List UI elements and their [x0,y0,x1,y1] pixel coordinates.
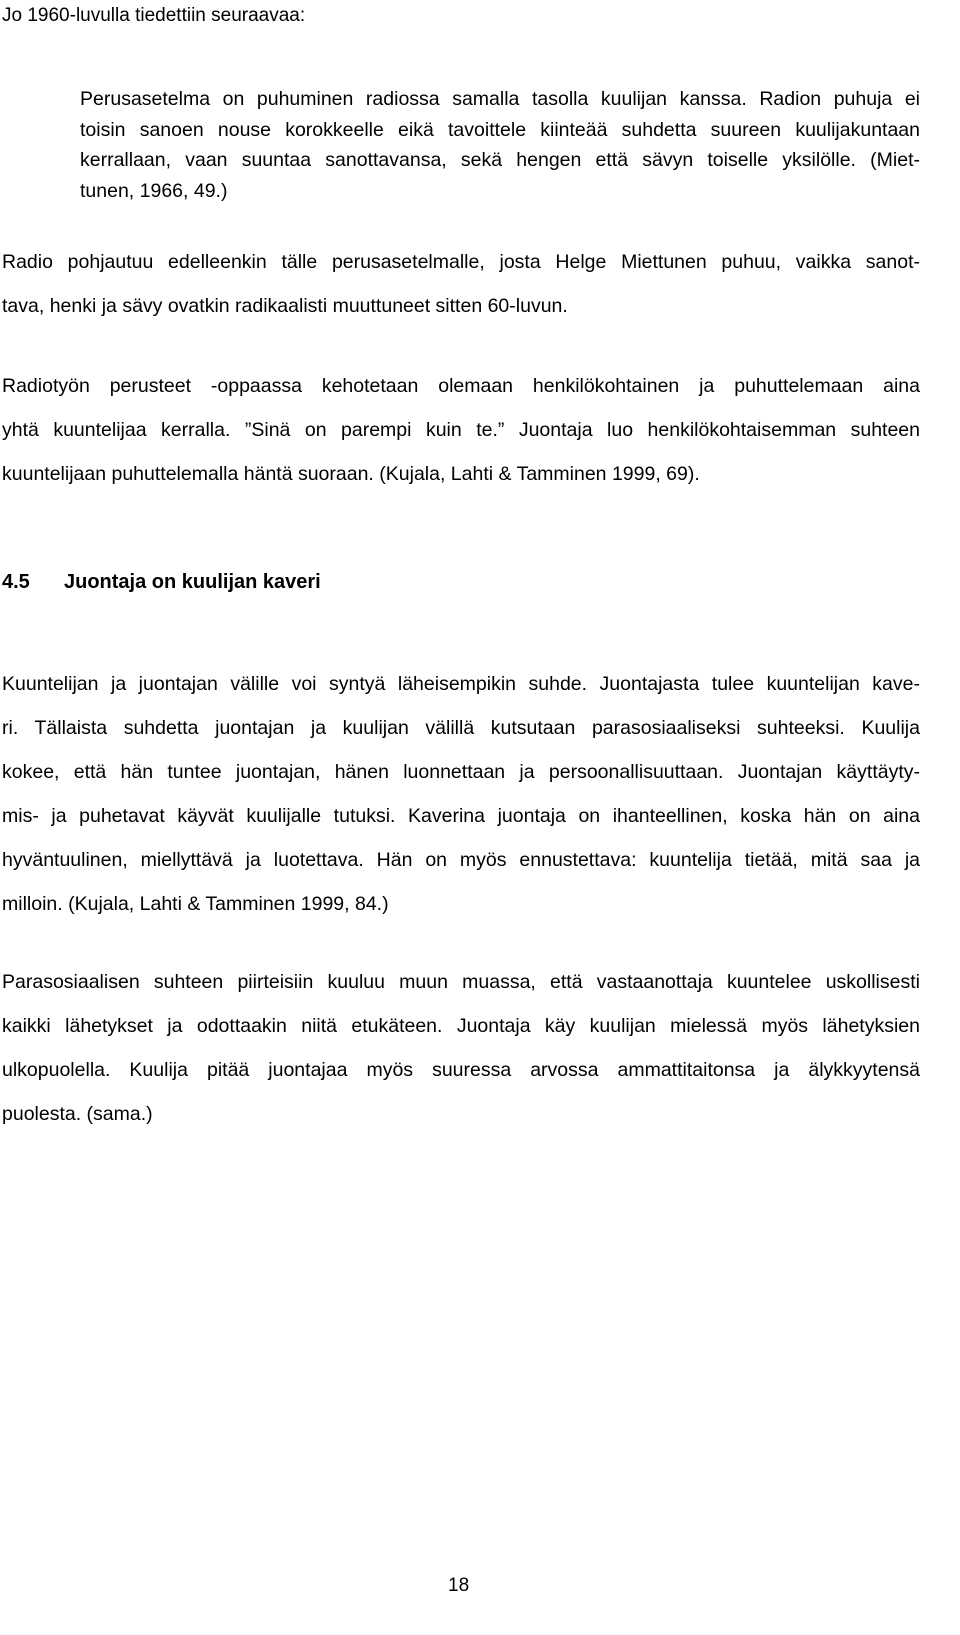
paragraph-line: puolesta. (sama.) [2,1103,153,1125]
paragraph-line: kokee, että hän tuntee juontajan, hänen luonnettaan ja persoonallisuuttaan. Juontajan käyttäyty- [2,761,920,783]
quote-line: tunen, 1966, 49.) [80,179,228,202]
paragraph-line: yhtä kuuntelijaa kerralla. ”Sinä on parempi kuin te.” Juontaja luo henkilökohtaisemman suhteen [2,419,920,441]
paragraph-3 [2,662,920,926]
section-title: Juontaja on kuulijan kaveri [64,571,321,593]
paragraph-line: ulkopuolella. Kuulija pitää juontajaa myös suuressa arvossa ammattitaitonsa ja älykkyytensä [2,1059,920,1081]
section-number: 4.5 [2,571,30,593]
quote-line: Perusasetelma on puhuminen radiossa samalla tasolla kuulijan kanssa. Radion puhuja ei [80,88,920,110]
paragraph-line: ri. Tällaista suhdetta juontajan ja kuulijan välillä kutsutaan parasosiaaliseksi suhteeksi. Kuulija [2,717,920,739]
paragraph-line: Radio pohjautuu edelleenkin tälle perusasetelmalle, josta Helge Miettunen puhuu, vaikka sanot- [2,251,920,273]
paragraph-line: Parasosiaalisen suhteen piirteisiin kuuluu muun muassa, että vastaanottaja kuuntelee uskollisesti [2,971,920,993]
block-quote [80,84,920,206]
paragraph-1 [2,240,920,328]
paragraph-line: mis- ja puhetavat käyvät kuulijalle tutuksi. Kaverina juontaja on ihanteellinen, koska hän on aina [2,805,920,827]
page-number: 18 [448,1575,470,1596]
paragraph-line: tava, henki ja sävy ovatkin radikaalisti muuttuneet sitten 60-luvun. [2,295,568,317]
intro-sentence: Jo 1960-luvulla tiedettiin seuraavaa: [2,5,306,26]
section-heading [2,568,321,596]
quote-line: toisin sanoen nouse korokkeelle eikä tavoittele kiinteää suhdetta suureen kuulijakuntaan [80,118,920,141]
paragraph-line: kuuntelijaan puhuttelemalla häntä suoraan. (Kujala, Lahti & Tamminen 1999, 69). [2,463,700,485]
paragraph-line: Radiotyön perusteet -oppaassa kehotetaan olemaan henkilökohtainen ja puhuttelemaan aina [2,375,920,397]
paragraph-line: milloin. (Kujala, Lahti & Tamminen 1999, 84.) [2,893,389,915]
quote-line: kerrallaan, vaan suuntaa sanottavansa, sekä hengen että sävyn toiselle yksilölle. (Miet- [80,149,920,171]
paragraph-line: Kuuntelijan ja juontajan välille voi syntyä läheisempikin suhde. Juontajasta tulee kuuntelijan kave- [2,673,920,695]
paragraph-line: kaikki lähetykset ja odottaakin niitä etukäteen. Juontaja käy kuulijan mielessä myös lähetyksien [2,1015,920,1037]
paragraph-line: hyväntuulinen, miellyttävä ja luotettava. Hän on myös ennustettava: kuuntelija tietää, mitä saa ja [2,849,920,871]
paragraph-2 [2,364,920,496]
paragraph-4 [2,960,920,1136]
